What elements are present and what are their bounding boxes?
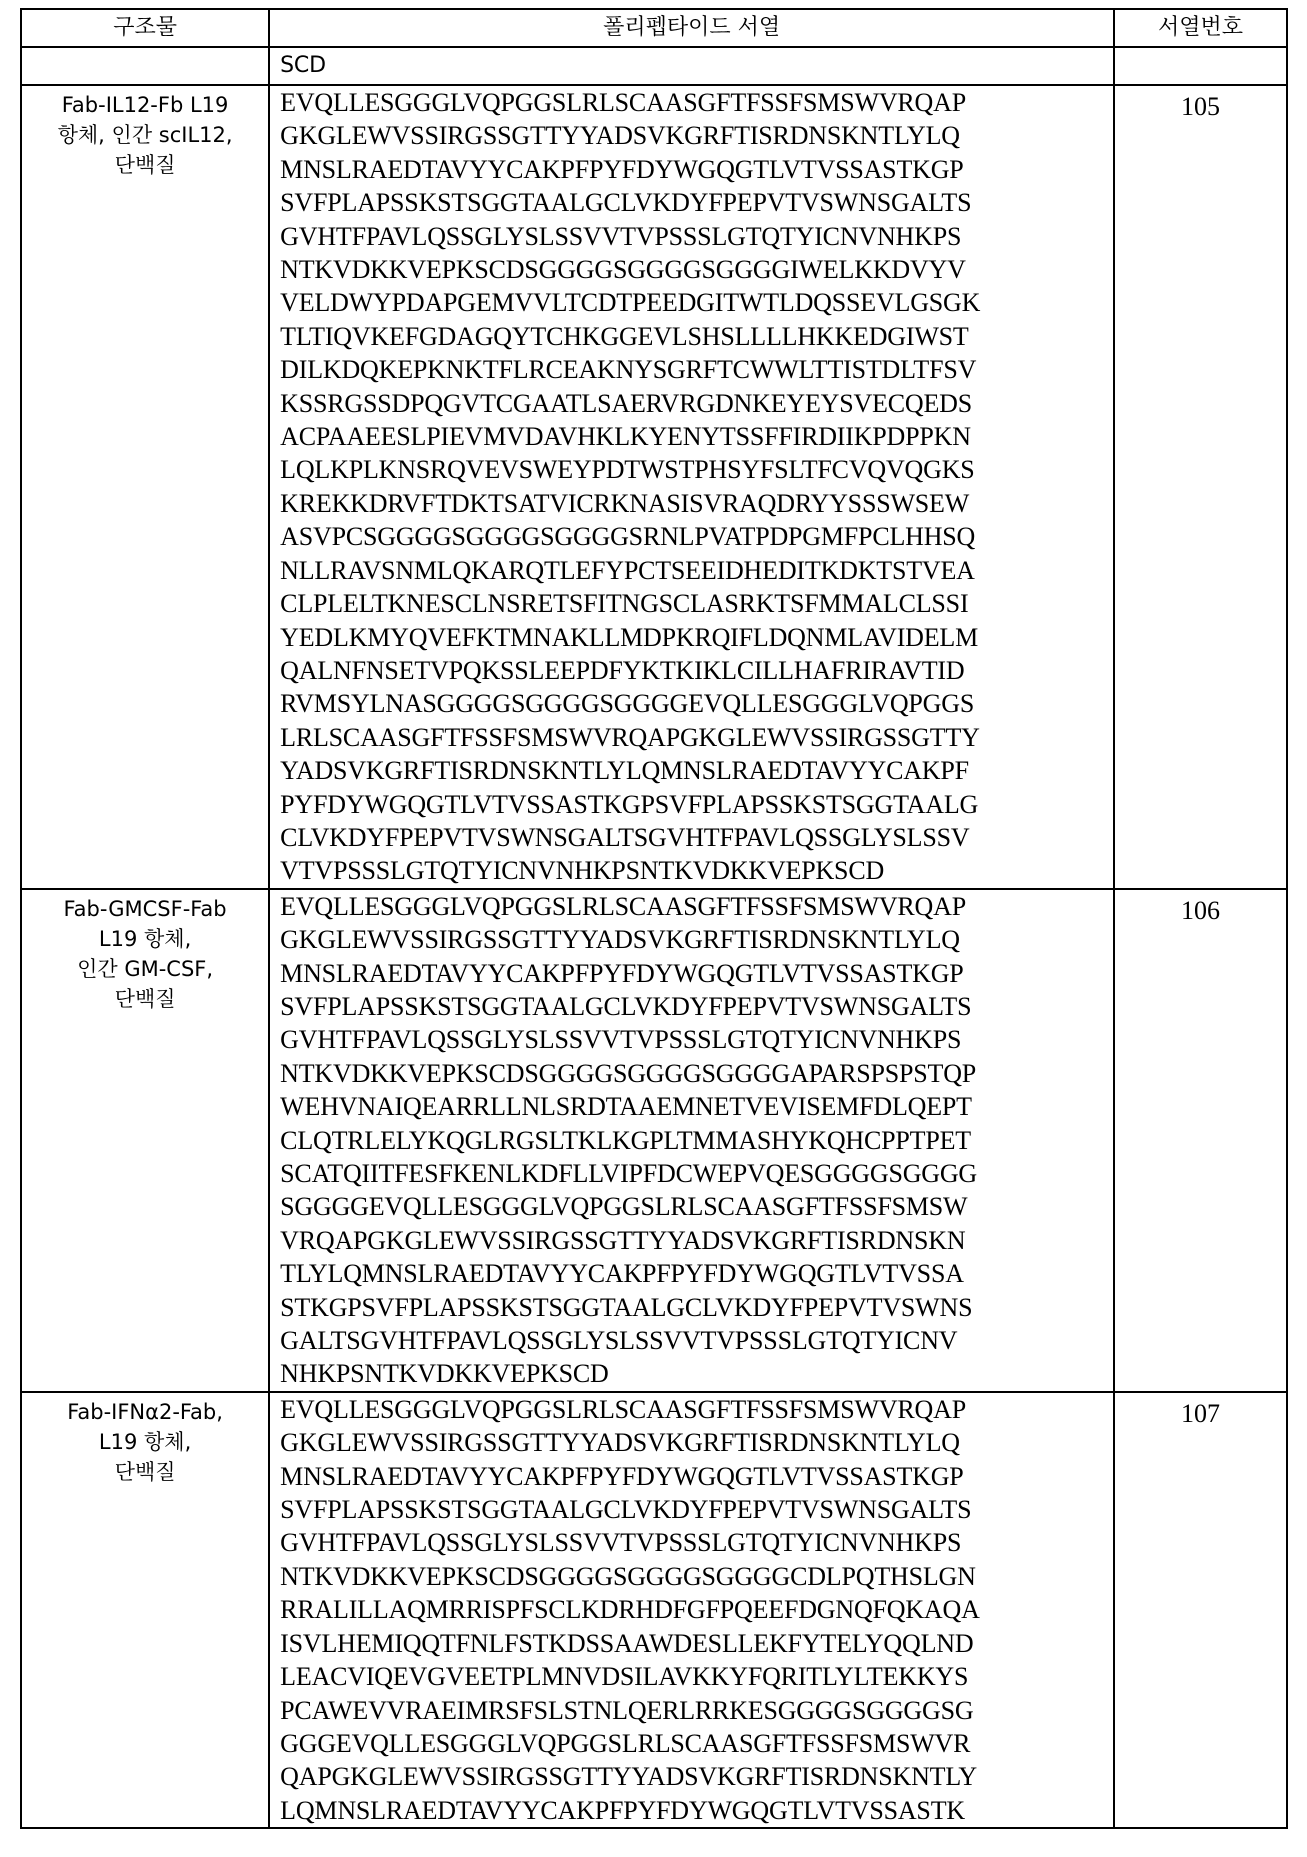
sequence-line: ACPAAEESLPIEVMVDAVHKLKYENYTSSFFIRDIIKPDPPKN (280, 420, 1113, 453)
subheader-scd: SCD (269, 47, 1114, 85)
sequence-line: NTKVDKKVEPKSCDSGGGGSGGGGSGGGGCDLPQTHSLGN (280, 1560, 1113, 1593)
construct-cell (21, 1392, 269, 1828)
construct-name-line: 항체, 인간 scIL12, (22, 120, 268, 150)
table-row (21, 1392, 1287, 1828)
sequence-line: GKGLEWVSSIRGSSGTTYYADSVKGRFTISRDNSKNTLYLQ (280, 1426, 1113, 1459)
sequence-line: ISVLHEMIQQTFNLFSTKDSSAAWDESLLEKFYTELYQQLND (280, 1627, 1113, 1660)
seq-id-cell: 107 (1114, 1392, 1287, 1828)
seq-id-cell: 105 (1114, 85, 1287, 889)
construct-name-line: Fab-IFNα2-Fab, (22, 1397, 268, 1427)
sequence-line: TLTIQVKEFGDAGQYTCHKGGEVLSHSLLLLHKKEDGIWST (280, 320, 1113, 353)
sequence-line: NLLRAVSNMLQKARQTLEFYPCTSEEIDHEDITKDKTSTVEA (280, 554, 1113, 587)
sequence-line: LQLKPLKNSRQVEVSWEYPDTWSTPHSYFSLTFCVQVQGKS (280, 453, 1113, 486)
sequence-line: GGGEVQLLESGGGLVQPGGSLRLSCAASGFTFSSFSMSWVR (280, 1727, 1113, 1760)
table-row (21, 85, 1287, 889)
header-row (21, 9, 1287, 47)
sequence-line: CLVKDYFPEPVTVSWNSGALTSGVHTFPAVLQSSGLYSLSSV (280, 821, 1113, 854)
construct-name-line: L19 항체, (22, 924, 268, 954)
sequence-line: GVHTFPAVLQSSGLYSLSSVVTVPSSSLGTQTYICNVNHKPS (280, 220, 1113, 253)
sequence-line: SVFPLAPSSKSTSGGTAALGCLVKDYFPEPVTVSWNSGALTS (280, 186, 1113, 219)
header-construct: 구조물 (21, 9, 269, 47)
sequence-line: PCAWEVVRAEIMRSFSLSTNLQERLRRKESGGGGSGGGGSG (280, 1694, 1113, 1727)
sequence-line: WEHVNAIQEARRLLNLSRDTAAEMNETVEVISEMFDLQEPT (280, 1090, 1113, 1123)
sequence-line: CLQTRLELYKQGLRGSLTKLKGPLTMMASHYKQHCPPTPET (280, 1124, 1113, 1157)
sequence-line: SVFPLAPSSKSTSGGTAALGCLVKDYFPEPVTVSWNSGALTS (280, 990, 1113, 1023)
construct-name-line: 단백질 (22, 984, 268, 1014)
sequence-cell (269, 889, 1114, 1392)
sequence-line: VELDWYPDAPGEMVVLTCDTPEEDGITWTLDQSSEVLGSGK (280, 286, 1113, 319)
construct-name-line: 단백질 (22, 1457, 268, 1487)
construct-name-line: Fab-GMCSF-Fab (22, 894, 268, 924)
sequence-line: VRQAPGKGLEWVSSIRGSSGTTYYADSVKGRFTISRDNSKN (280, 1224, 1113, 1257)
sequence-line: GVHTFPAVLQSSGLYSLSSVVTVPSSSLGTQTYICNVNHKPS (280, 1526, 1113, 1559)
construct-name-line: 인간 GM-CSF, (22, 954, 268, 984)
sequence-line: VTVPSSSLGTQTYICNVNHKPSNTKVDKKVEPKSCD (280, 854, 1113, 887)
sequence-line: GVHTFPAVLQSSGLYSLSSVVTVPSSSLGTQTYICNVNHKPS (280, 1023, 1113, 1056)
construct-cell (21, 85, 269, 889)
sequence-line: EVQLLESGGGLVQPGGSLRLSCAASGFTFSSFSMSWVRQAP (280, 86, 1113, 119)
sequence-line: QALNFNSETVPQKSSLEEPDFYKTKIKLCILLHAFRIRAVTID (280, 654, 1113, 687)
table-row (21, 889, 1287, 1392)
subheader-row (21, 47, 1287, 85)
subheader-empty (21, 47, 269, 85)
sequence-line: MNSLRAEDTAVYYCAKPFPYFDYWGQGTLVTVSSASTKGP (280, 153, 1113, 186)
seq-id-cell: 106 (1114, 889, 1287, 1392)
sequence-line: KREKKDRVFTDKTSATVICRKNASISVRAQDRYYSSSWSEW (280, 487, 1113, 520)
sequence-line: GALTSGVHTFPAVLQSSGLYSLSSVVTVPSSSLGTQTYICNV (280, 1324, 1113, 1357)
construct-name-line: L19 항체, (22, 1427, 268, 1457)
sequence-cell (269, 1392, 1114, 1828)
sequence-line: KSSRGSSDPQGVTCGAATLSAERVRGDNKEYEYSVECQEDS (280, 387, 1113, 420)
sequence-line: NTKVDKKVEPKSCDSGGGGSGGGGSGGGGIWELKKDVYV (280, 253, 1113, 286)
sequence-line: PYFDYWGQGTLVTVSSASTKGPSVFPLAPSSKSTSGGTAALG (280, 788, 1113, 821)
sequence-line: EVQLLESGGGLVQPGGSLRLSCAASGFTFSSFSMSWVRQAP (280, 890, 1113, 923)
sequence-line: STKGPSVFPLAPSSKSTSGGTAALGCLVKDYFPEPVTVSWNS (280, 1291, 1113, 1324)
sequence-table (20, 8, 1288, 1829)
sequence-line: GKGLEWVSSIRGSSGTTYYADSVKGRFTISRDNSKNTLYLQ (280, 923, 1113, 956)
sequence-cell (269, 85, 1114, 889)
sequence-line: SCATQIITFESFKENLKDFLLVIPFDCWEPVQESGGGGSGGGG (280, 1157, 1113, 1190)
sequence-line: RRALILLAQMRRISPFSCLKDRHDFGFPQEEFDGNQFQKAQA (280, 1593, 1113, 1626)
sequence-line: LRLSCAASGFTFSSFSMSWVRQAPGKGLEWVSSIRGSSGTTY (280, 721, 1113, 754)
sequence-line: TLYLQMNSLRAEDTAVYYCAKPFPYFDYWGQGTLVTVSSA (280, 1257, 1113, 1290)
header-polypeptide-sequence: 폴리펩타이드 서열 (269, 9, 1114, 47)
sequence-line: RVMSYLNASGGGGSGGGGSGGGGEVQLLESGGGLVQPGGS (280, 687, 1113, 720)
sequence-line: MNSLRAEDTAVYYCAKPFPYFDYWGQGTLVTVSSASTKGP (280, 957, 1113, 990)
sequence-line: CLPLELTKNESCLNSRETSFITNGSCLASRKTSFMMALCLSSI (280, 587, 1113, 620)
sequence-line: GKGLEWVSSIRGSSGTTYYADSVKGRFTISRDNSKNTLYLQ (280, 119, 1113, 152)
sequence-line: MNSLRAEDTAVYYCAKPFPYFDYWGQGTLVTVSSASTKGP (280, 1460, 1113, 1493)
subheader-empty-2 (1114, 47, 1287, 85)
construct-cell (21, 889, 269, 1392)
sequence-line: YADSVKGRFTISRDNSKNTLYLQMNSLRAEDTAVYYCAKPF (280, 754, 1113, 787)
sequence-line: NTKVDKKVEPKSCDSGGGGSGGGGSGGGGAPARSPSPSTQP (280, 1057, 1113, 1090)
sequence-line: NHKPSNTKVDKKVEPKSCD (280, 1357, 1113, 1390)
sequence-line: SVFPLAPSSKSTSGGTAALGCLVKDYFPEPVTVSWNSGALTS (280, 1493, 1113, 1526)
sequence-line: LEACVIQEVGVEETPLMNVDSILAVKKYFQRITLYLTEKKYS (280, 1660, 1113, 1693)
header-sequence-number: 서열번호 (1114, 9, 1287, 47)
sequence-line: YEDLKMYQVEFKTMNAKLLMDPKRQIFLDQNMLAVIDELM (280, 621, 1113, 654)
sequence-line: ASVPCSGGGGSGGGGSGGGGSRNLPVATPDPGMFPCLHHSQ (280, 520, 1113, 553)
sequence-line: SGGGGEVQLLESGGGLVQPGGSLRLSCAASGFTFSSFSMSW (280, 1190, 1113, 1223)
sequence-line: LQMNSLRAEDTAVYYCAKPFPYFDYWGQGTLVTVSSASTK (280, 1794, 1113, 1827)
construct-name-line: 단백질 (22, 150, 268, 180)
sequence-line: DILKDQKEPKNKTFLRCEAKNYSGRFTCWWLTTISTDLTFSV (280, 353, 1113, 386)
sequence-line: QAPGKGLEWVSSIRGSSGTTYYADSVKGRFTISRDNSKNTLY (280, 1760, 1113, 1793)
sequence-line: EVQLLESGGGLVQPGGSLRLSCAASGFTFSSFSMSWVRQAP (280, 1393, 1113, 1426)
construct-name-line: Fab-IL12-Fb L19 (22, 90, 268, 120)
